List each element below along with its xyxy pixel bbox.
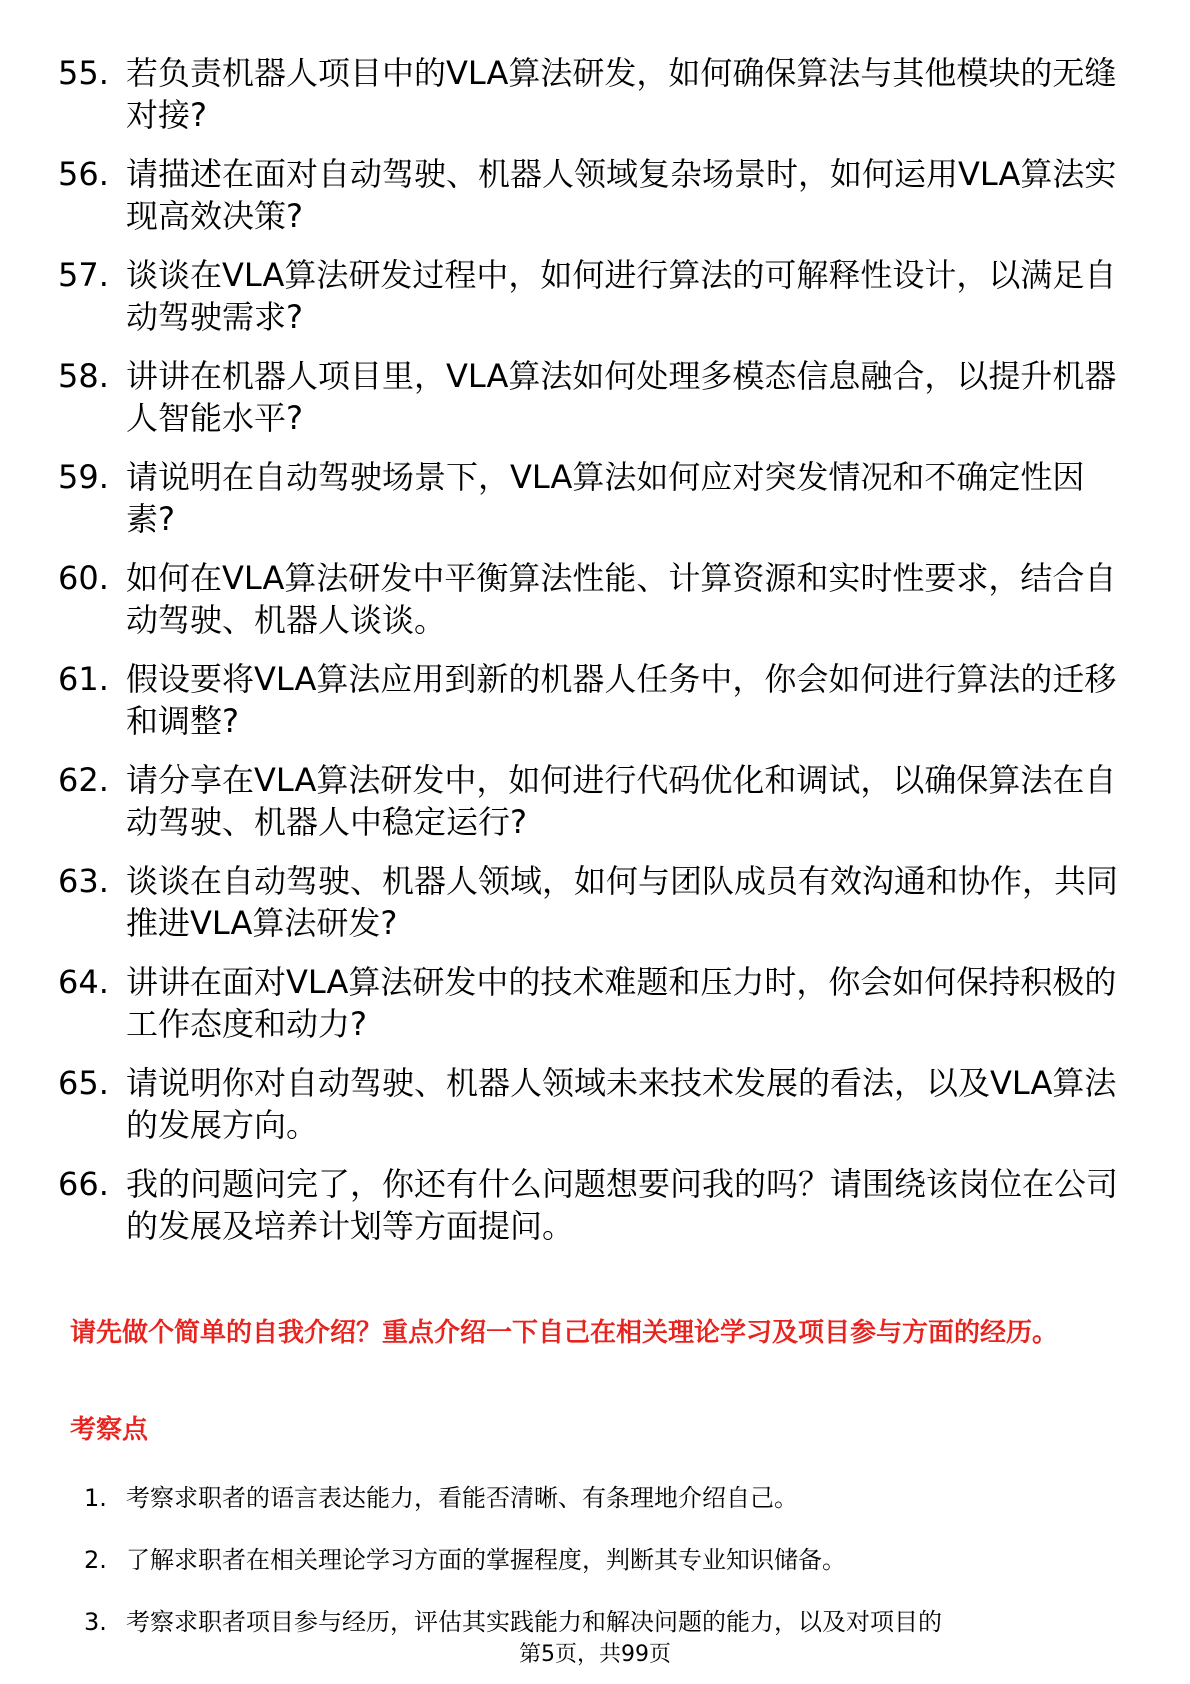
question-item: [58, 860, 1118, 944]
assess-point-text: 考察求职者的语言表达能力，看能否清晰、有条理地介绍自己。: [126, 1484, 798, 1512]
question-text: 谈谈在自动驾驶、机器人领域，如何与团队成员有效沟通和协作，共同推进VLA算法研发?: [126, 862, 1119, 942]
assess-points-list: [84, 1480, 1124, 1666]
question-number: 61.: [58, 660, 109, 698]
question-item: [58, 557, 1118, 641]
assess-point-number: 3.: [84, 1608, 107, 1636]
question-text: 请描述在面对自动驾驶、机器人领域复杂场景时，如何运用VLA算法实现高效决策?: [126, 155, 1117, 235]
question-text: 请说明在自动驾驶场景下，VLA算法如何应对突发情况和不确定性因素?: [126, 458, 1085, 538]
question-text: 我的问题问完了，你还有什么问题想要问我的吗？请围绕该岗位在公司的发展及培养计划等方面提问。: [126, 1165, 1119, 1245]
question-item: [58, 456, 1118, 540]
assess-point-item: [84, 1604, 1124, 1640]
question-number: 63.: [58, 862, 109, 900]
question-number: 66.: [58, 1165, 109, 1203]
question-text: 请说明你对自动驾驶、机器人领域未来技术发展的看法，以及VLA算法的发展方向。: [126, 1064, 1117, 1144]
page-number-footer: 第5页，共99页: [519, 1642, 671, 1667]
question-number: 57.: [58, 256, 109, 294]
question-number: 65.: [58, 1064, 109, 1102]
assess-point-text: 考察求职者项目参与经历，评估其实践能力和解决问题的能力，以及对项目的: [126, 1608, 942, 1636]
question-number: 55.: [58, 54, 109, 92]
question-text: 如何在VLA算法研发中平衡算法性能、计算资源和实时性要求，结合自动驾驶、机器人谈谈。: [126, 559, 1117, 639]
assess-point-number: 2.: [84, 1546, 107, 1574]
question-item: [58, 153, 1118, 237]
question-item: [58, 658, 1118, 742]
question-number: 60.: [58, 559, 109, 597]
question-item: [58, 52, 1118, 136]
question-item: [58, 1062, 1118, 1146]
assess-point-item: [84, 1480, 1124, 1516]
question-item: [58, 961, 1118, 1045]
question-number: 64.: [58, 963, 109, 1001]
question-number: 58.: [58, 357, 109, 395]
question-item: [58, 759, 1118, 843]
question-item: [58, 355, 1118, 439]
assess-point-item: [84, 1542, 1124, 1578]
section-heading: 请先做个简单的自我介绍？重点介绍一下自己在相关理论学习及项目参与方面的经历。: [70, 1318, 1059, 1348]
question-list: [58, 52, 1118, 1264]
question-number: 56.: [58, 155, 109, 193]
question-number: 59.: [58, 458, 109, 496]
question-text: 讲讲在面对VLA算法研发中的技术难题和压力时，你会如何保持积极的工作态度和动力?: [126, 963, 1117, 1043]
question-text: 谈谈在VLA算法研发过程中，如何进行算法的可解释性设计，以满足自动驾驶需求?: [126, 256, 1117, 336]
question-text: 请分享在VLA算法研发中，如何进行代码优化和调试，以确保算法在自动驾驶、机器人中稳定运行?: [126, 761, 1117, 841]
question-text: 若负责机器人项目中的VLA算法研发，如何确保算法与其他模块的无缝对接?: [126, 54, 1117, 134]
assess-point-text: 了解求职者在相关理论学习方面的掌握程度，判断其专业知识储备。: [126, 1546, 846, 1574]
assess-points-label: 考察点: [70, 1415, 149, 1445]
question-item: [58, 254, 1118, 338]
question-item: [58, 1163, 1118, 1247]
question-text: 讲讲在机器人项目里，VLA算法如何处理多模态信息融合，以提升机器人智能水平?: [126, 357, 1117, 437]
question-text: 假设要将VLA算法应用到新的机器人任务中，你会如何进行算法的迁移和调整?: [126, 660, 1117, 740]
question-number: 62.: [58, 761, 109, 799]
assess-point-number: 1.: [84, 1484, 107, 1512]
